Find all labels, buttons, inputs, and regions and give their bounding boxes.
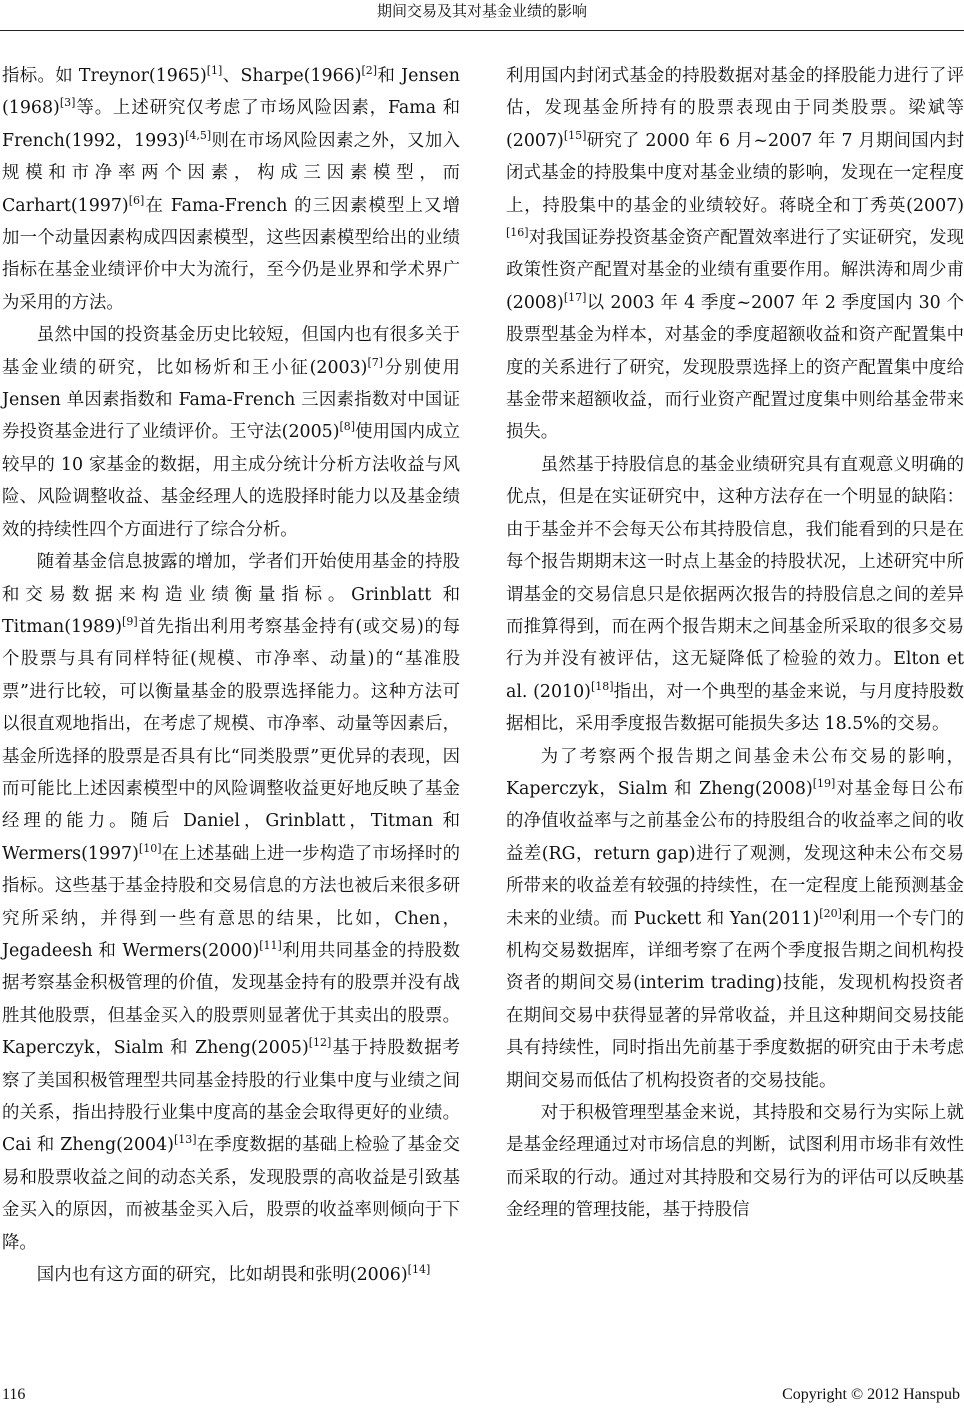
text-run: 等。上述研究仅考虑了市场风险因素，Fama 和 French(1992，1993) — [2, 98, 460, 151]
text-run: 对于积极管理型基金来说，其持股和交易行为实际上就是基金经理通过对市场信息的判断，试图利用市场非有效性而采取的行动。通过对其持股和交易行为的评估可以反映基金经理的管理技能，基于持股信 — [506, 1103, 964, 1221]
right-column — [506, 60, 964, 1227]
paragraph — [2, 1259, 460, 1291]
text-run: 使用国内成立较早的 10 家基金的数据，用主成分统计分析方法收益与风险、风险调整收益、基金经理人的选股择时能力以及基金绩效的持续性四个方面进行了综合分析。 — [2, 422, 460, 540]
text-run: 国内也有这方面的研究，比如胡畏和张明(2006) — [36, 1265, 408, 1286]
citation-ref: [18] — [590, 679, 614, 693]
text-run: 对基金每日公布的净值收益率与之前基金公布的持股组合的收益率之间的收益差(RG，return gap)进行了观测，发现这种未公布交易所带来的收益差有较强的持续性，在一定程度上能预测基金未来的业绩。而 Puckett 和 Yan(2011) — [506, 778, 964, 929]
citation-ref: [4,5] — [185, 128, 212, 142]
text-run: 、Sharpe(1966) — [222, 66, 362, 86]
citation-ref: [16] — [506, 226, 529, 240]
paragraph — [506, 449, 964, 741]
citation-ref: [11] — [259, 938, 282, 952]
text-run: 以 2003 年 4 季度~2007 年 2 季度国内 30 个股票型基金为样本，对基金的季度超额收益和资产配置集中度的关系进行了研究，发现股票选择上的资产配置集中度给基金带来超额收益，而行业资产配置过度集中则给基金带来损失。 — [506, 292, 964, 443]
citation-ref: [20] — [819, 906, 842, 920]
text-run: 对我国证券投资基金资产配置效率进行了实证研究，发现政策性资产配置对基金的业绩有重要作用。解洪涛和周少甫(2008) — [506, 228, 964, 313]
citation-ref: [2] — [361, 64, 378, 77]
citation-ref: [19] — [812, 776, 836, 790]
citation-ref: [17] — [563, 290, 587, 304]
text-run: 利用一个专门的机构交易数据库，详细考察了在两个季度报告期之间机构投资者的期间交易(interim trading)技能，发现机构投资者在期间交易中获得显著的异常收益，并且这种期间交易技能具有持续性，同时指出先前基于季度数据的研究由于未考虑期间交易而低估了机构投资者的交易技能。 — [506, 908, 964, 1091]
citation-ref: [15] — [563, 128, 587, 142]
text-run: 分别使用 Jensen 单因素指数和 Fama-French 三因素指数对中国证券投资基金进行了业绩评价。王守法(2005) — [2, 357, 460, 443]
running-header — [0, 0, 964, 31]
text-run: 为了考察两个报告期之间基金未公布交易的影响，Kaperczyk，Sialm 和 Zheng(2008) — [506, 746, 964, 799]
text-run: 利用共同基金的持股数据考察基金积极管理的价值，发现基金持有的股票并没有战胜其他股票，但基金买入的股票则显著优于其卖出的股票。Kaperczyk，Sialm 和 Zheng(2005) — [2, 940, 460, 1059]
text-run: 和 Jensen (1968) — [2, 66, 460, 119]
citation-ref: [7] — [367, 355, 384, 369]
text-run: 随着基金信息披露的增加，学者们开始使用基金的持股和交易数据来构造业绩衡量指标。Grinblatt 和 Titman(1989) — [2, 552, 460, 637]
citation-ref: [12] — [308, 1036, 332, 1050]
paragraph — [2, 60, 460, 319]
text-run: 虽然基于持股信息的基金业绩研究具有直观意义明确的优点，但是在实证研究中，这种方法存在一个明显的缺陷：由于基金并不会每天公布其持股信息，我们能看到的只是在每个报告期期末这一时点上基金的持股状况，上述研究中所谓基金的交易信息只是依据两次报告的持股信息之间的差异而推算得到，而在两个报告期末之间基金所采取的很多交易行为并没有被评估，这无疑降低了检验的效力。Elton et al. (2010) — [506, 454, 964, 702]
citation-ref: [1] — [206, 64, 223, 77]
text-run: 则在市场风险因素之外，又加入规模和市净率两个因素，构成三因素模型，而 Carhart(1997) — [2, 130, 460, 216]
running-header-title: 期间交易及其对基金业绩的影响 — [376, 2, 587, 20]
text-run: 在 Fama-French 的三因素模型上又增加一个动量因素构成四因素模型，这些因素模型给出的业绩指标在基金业绩评价中大为流行，至今仍是业界和学术界广为采用的方法。 — [2, 195, 460, 313]
text-run: 在上述基础上进一步构造了市场择时的指标。这些基于基金持股和交易信息的方法也被后来很多研究所采纳，并得到一些有意思的结果，比如，Chen，Jegadeesh 和 Wermers(2000) — [2, 843, 460, 961]
paragraph — [2, 546, 460, 1259]
text-run: 首先指出利用考察基金持有(或交易)的每个股票与具有同样特征(规模、市净率、动量)的“基准股票”进行比较，可以衡量基金的股票选择能力。这种方法可以很直观地指出，在考虑了规模、市净率、动量等因素后，基金所选择的股票是否具有比“同类股票”更优异的表现，因而可能比上述因素模型中的风险调整收益更好地反映了基金经理的能力。随后 Daniel，Grinblatt，Titman 和 Wermers(1997) — [2, 616, 460, 864]
text-run: 研究了 2000 年 6 月~2007 年 7 月期间国内封闭式基金的持股集中度对基金业绩的影响，发现在一定程度上，持股集中的基金的业绩较好。蒋晓全和丁秀英(2007) — [506, 130, 964, 216]
text-run: 指出，对一个典型的基金来说，与月度持股数据相比，采用季度报告数据可能损失多达 18.5%的交易。 — [506, 681, 964, 735]
citation-ref: [10] — [138, 841, 162, 855]
paragraph — [2, 319, 460, 546]
citation-ref: [14] — [407, 1263, 431, 1277]
citation-ref: [8] — [339, 420, 356, 434]
page-footer — [0, 1386, 964, 1408]
citation-ref: [9] — [122, 614, 138, 628]
citation-ref: [3] — [59, 96, 76, 110]
citation-ref: [13] — [173, 1133, 197, 1147]
copyright-notice: Copyright © 2012 Hanspub — [782, 1386, 960, 1403]
paragraph — [506, 741, 964, 1097]
text-run: 利用国内封闭式基金的持股数据对基金的择股能力进行了评估，发现基金所持有的股票表现由于同类股票。梁斌等(2007) — [506, 66, 964, 151]
text-run: 指标。如 Treynor(1965) — [2, 66, 207, 86]
left-column — [2, 60, 460, 1291]
text-run: 基于持股数据考察了美国积极管理型共同基金持股的行业集中度与业绩之间的关系，指出持股行业集中度高的基金会取得更好的业绩。Cai 和 Zheng(2004) — [2, 1038, 460, 1156]
paragraph — [506, 1097, 964, 1227]
text-run: 虽然中国的投资基金历史比较短，但国内也有很多关于基金业绩的研究，比如杨炘和王小征(2003) — [2, 325, 460, 378]
paragraph — [506, 60, 964, 449]
citation-ref: [6] — [128, 193, 145, 207]
page-number: 116 — [2, 1386, 26, 1403]
text-run: 在季度数据的基础上检验了基金交易和股票收益之间的动态关系，发现股票的高收益是引致基金买入的原因，而被基金买入后，股票的收益率则倾向于下降。 — [2, 1135, 460, 1253]
